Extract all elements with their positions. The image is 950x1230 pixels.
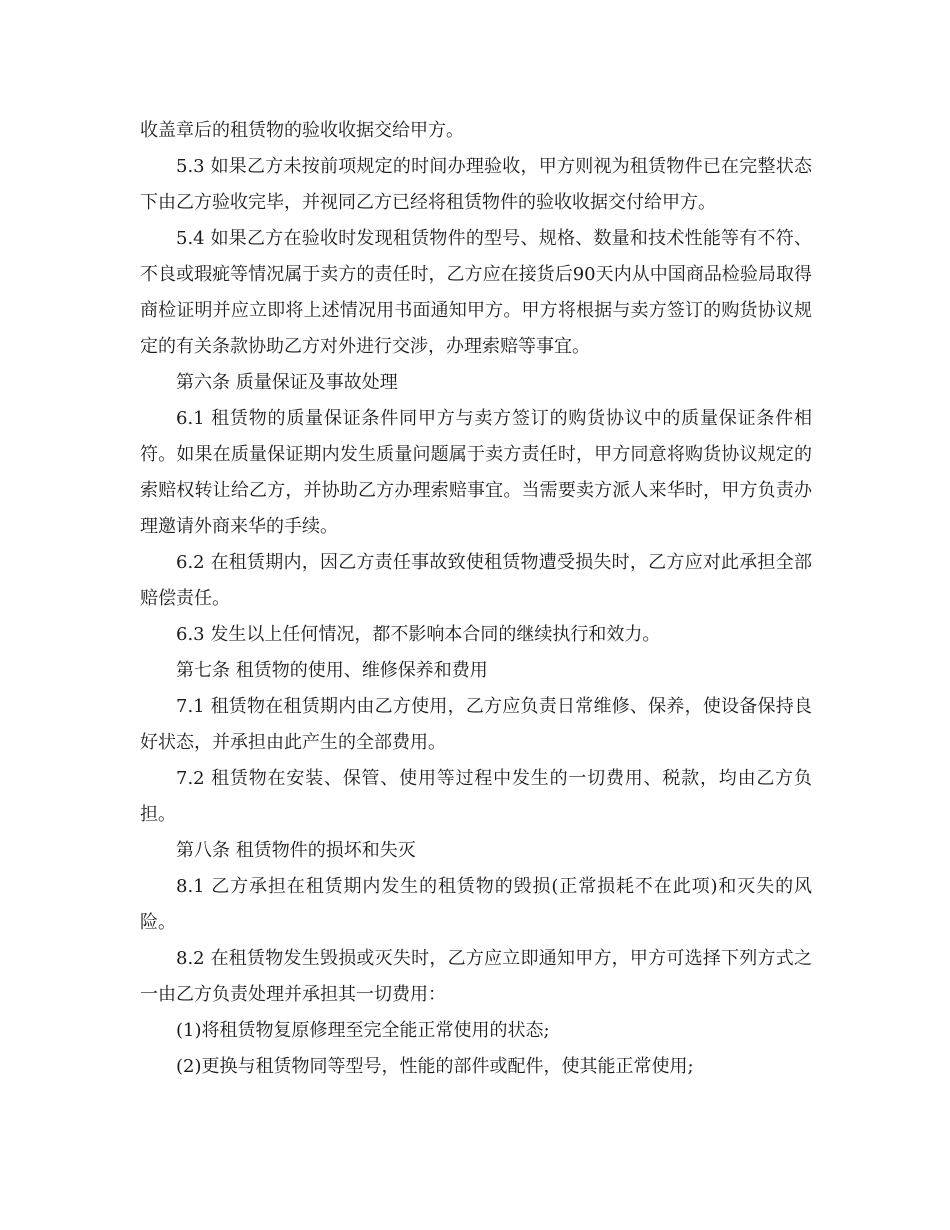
paragraph-8-2: 8.2 在租赁物发生毁损或灭失时，乙方应立即通知甲方，甲方可选择下列方式之一由乙方负责处理并承担其一切费用：	[140, 948, 812, 1005]
paragraph-6-3: 6.3 发生以上任何情况，都不影响本合同的继续执行和效力。	[176, 624, 661, 645]
paragraph-6-1: 6.1 租赁物的质量保证条件同甲方与卖方签订的购货协议中的质量保证条件相符。如果在质量保证期内发生质量问题属于卖方责任时，甲方同意将购货协议规定的索赔权转让给乙方，并协助乙方办理索赔事宜。当需要卖方派人来华时，甲方负责办理邀请外商来华的手续。	[140, 408, 812, 537]
list-item-1: (1)将租赁物复原修理至完全能正常使用的状态;	[176, 1020, 550, 1041]
paragraph-5-4: 5.4 如果乙方在验收时发现租赁物件的型号、规格、数量和技术性能等有不符、不良或瑕疵等情况属于卖方的责任时，乙方应在接货后90天内从中国商品检验局取得商检证明并应立即将上述情况用书面通知甲方。甲方将根据与卖方签订的购货协议规定的有关条款协助乙方对外进行交涉，办理索赔等事宜。	[140, 228, 812, 357]
section-heading-article-8: 第八条 租赁物件的损坏和失灭	[176, 840, 416, 861]
paragraph-continuation: 收盖章后的租赁物的验收收据交给甲方。	[140, 120, 464, 141]
section-heading-article-6: 第六条 质量保证及事故处理	[176, 372, 398, 393]
paragraph-5-3: 5.3 如果乙方未按前项规定的时间办理验收，甲方则视为租赁物件已在完整状态下由乙方验收完毕，并视同乙方已经将租赁物件的验收收据交付给甲方。	[140, 156, 812, 213]
document-body	[140, 113, 812, 1085]
list-item-2: (2)更换与租赁物同等型号，性能的部件或配件，使其能正常使用;	[176, 1056, 694, 1077]
paragraph-7-1: 7.1 租赁物在租赁期内由乙方使用，乙方应负责日常维修、保养，使设备保持良好状态，并承担由此产生的全部费用。	[140, 696, 812, 753]
paragraph-8-1: 8.1 乙方承担在租赁期内发生的租赁物的毁损(正常损耗不在此项)和灭失的风险。	[140, 876, 812, 933]
paragraph-7-2: 7.2 租赁物在安装、保管、使用等过程中发生的一切费用、税款，均由乙方负担。	[140, 768, 812, 825]
section-heading-article-7: 第七条 租赁物的使用、维修保养和费用	[176, 660, 488, 681]
paragraph-6-2: 6.2 在租赁期内，因乙方责任事故致使租赁物遭受损失时，乙方应对此承担全部赔偿责任。	[140, 552, 812, 609]
